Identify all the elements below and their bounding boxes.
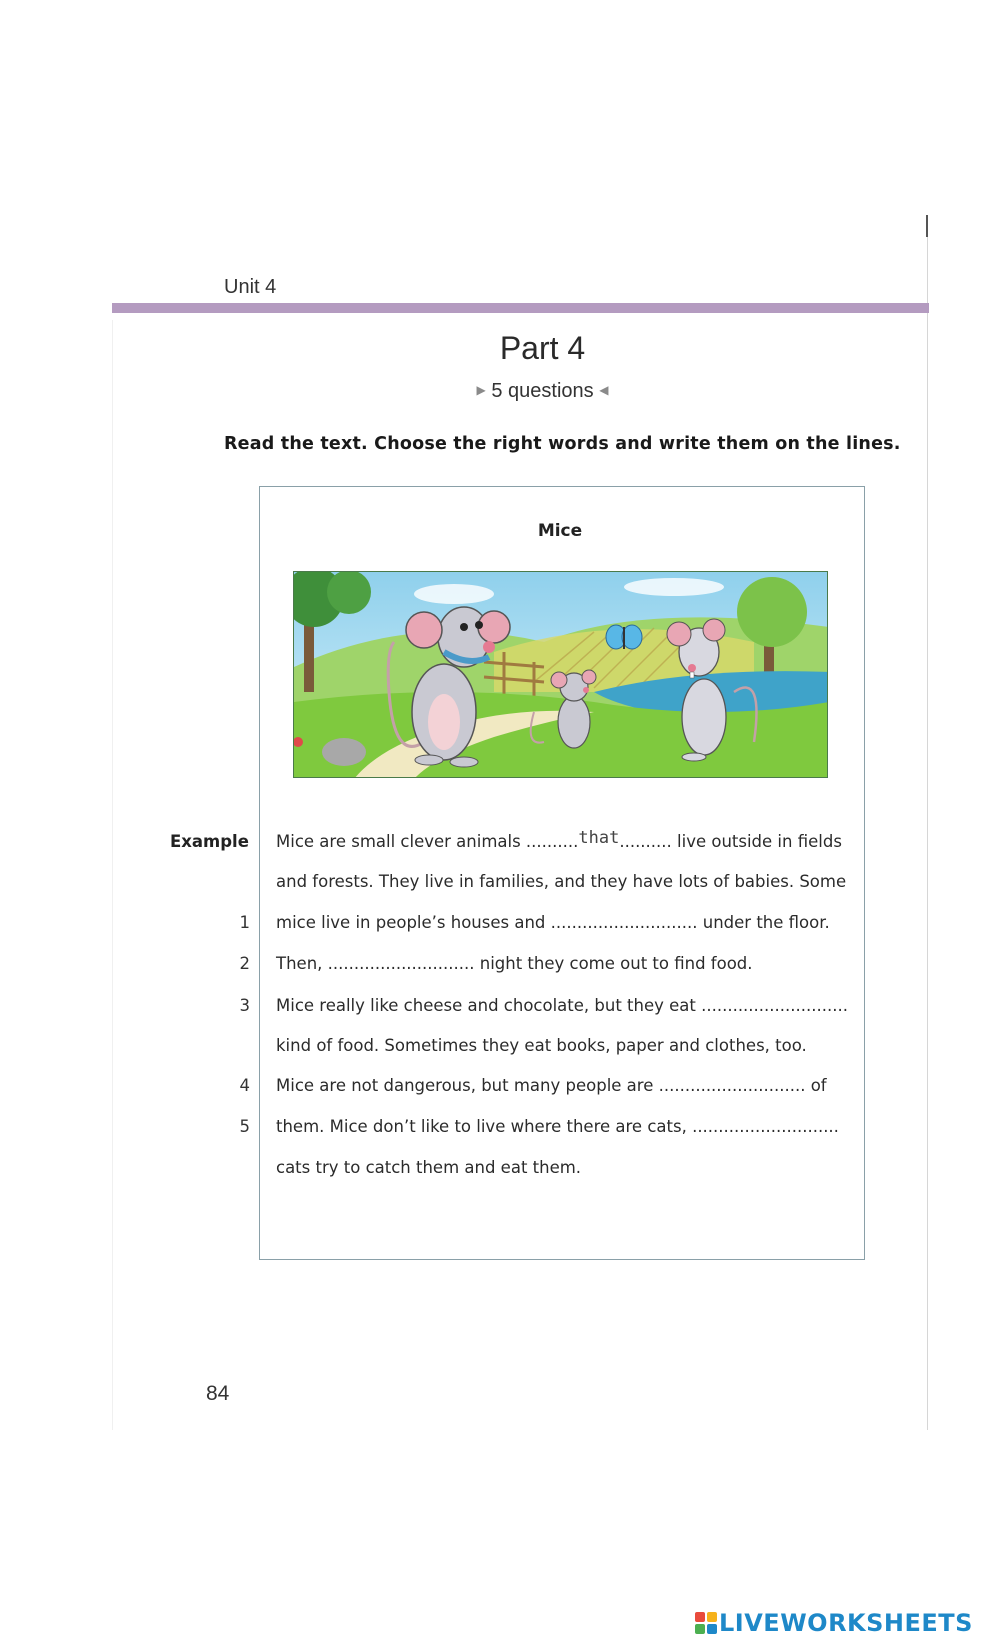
example-line-post: .......... live outside in fields	[619, 832, 842, 851]
question-number: 2	[239, 954, 250, 973]
story-line-q4: Mice are not dangerous, but many people are ............................ of	[276, 1076, 827, 1095]
part-title: Part 4	[499, 330, 586, 366]
unit-label: Unit 4	[224, 276, 277, 298]
instruction-text: Read the text. Choose the right words and write them on the lines.	[224, 434, 901, 454]
questions-count	[0, 380, 1000, 403]
page-edge-tick	[926, 215, 928, 237]
questions-label: 5 questions	[491, 380, 594, 402]
story-title: Mice	[537, 521, 583, 541]
question-number: 1	[239, 913, 250, 932]
story-line-q1: mice live in people’s houses and ............................ under the floor.	[276, 913, 830, 932]
example-line-pre: Mice are small clever animals ..........	[276, 832, 579, 851]
triangle-right-icon: ▶	[476, 383, 486, 397]
question-number: 3	[239, 996, 250, 1015]
story-line: and forests. They live in families, and they have lots of babies. Some	[276, 872, 847, 891]
example-label: Example	[170, 832, 249, 851]
story-line-q5: them. Mice don’t like to live where there are cats, ............................	[276, 1117, 839, 1136]
page-edge-left	[112, 320, 113, 1430]
triangle-left-icon: ◀	[599, 383, 609, 397]
liveworksheets-logo	[695, 1610, 973, 1636]
three-mice-meadow-illustration	[293, 571, 828, 778]
unit-header-bar	[112, 303, 929, 313]
liveworksheets-brand-text: LIVEWORKSHEETS	[719, 1609, 973, 1637]
page-number: 84	[206, 1382, 230, 1405]
story-line-q2: Then, ............................ night they come out to find food.	[276, 954, 753, 973]
story-line-example	[276, 828, 842, 852]
question-number: 4	[239, 1076, 250, 1095]
liveworksheets-icon	[695, 1612, 717, 1634]
question-number: 5	[239, 1117, 250, 1136]
example-answer: that	[578, 828, 620, 848]
story-line-q3: Mice really like cheese and chocolate, but they eat ............................	[276, 996, 848, 1015]
mice-illustration-svg	[294, 572, 828, 778]
story-line: kind of food. Sometimes they eat books, paper and clothes, too.	[276, 1036, 807, 1055]
story-line: cats try to catch them and eat them.	[276, 1158, 582, 1177]
